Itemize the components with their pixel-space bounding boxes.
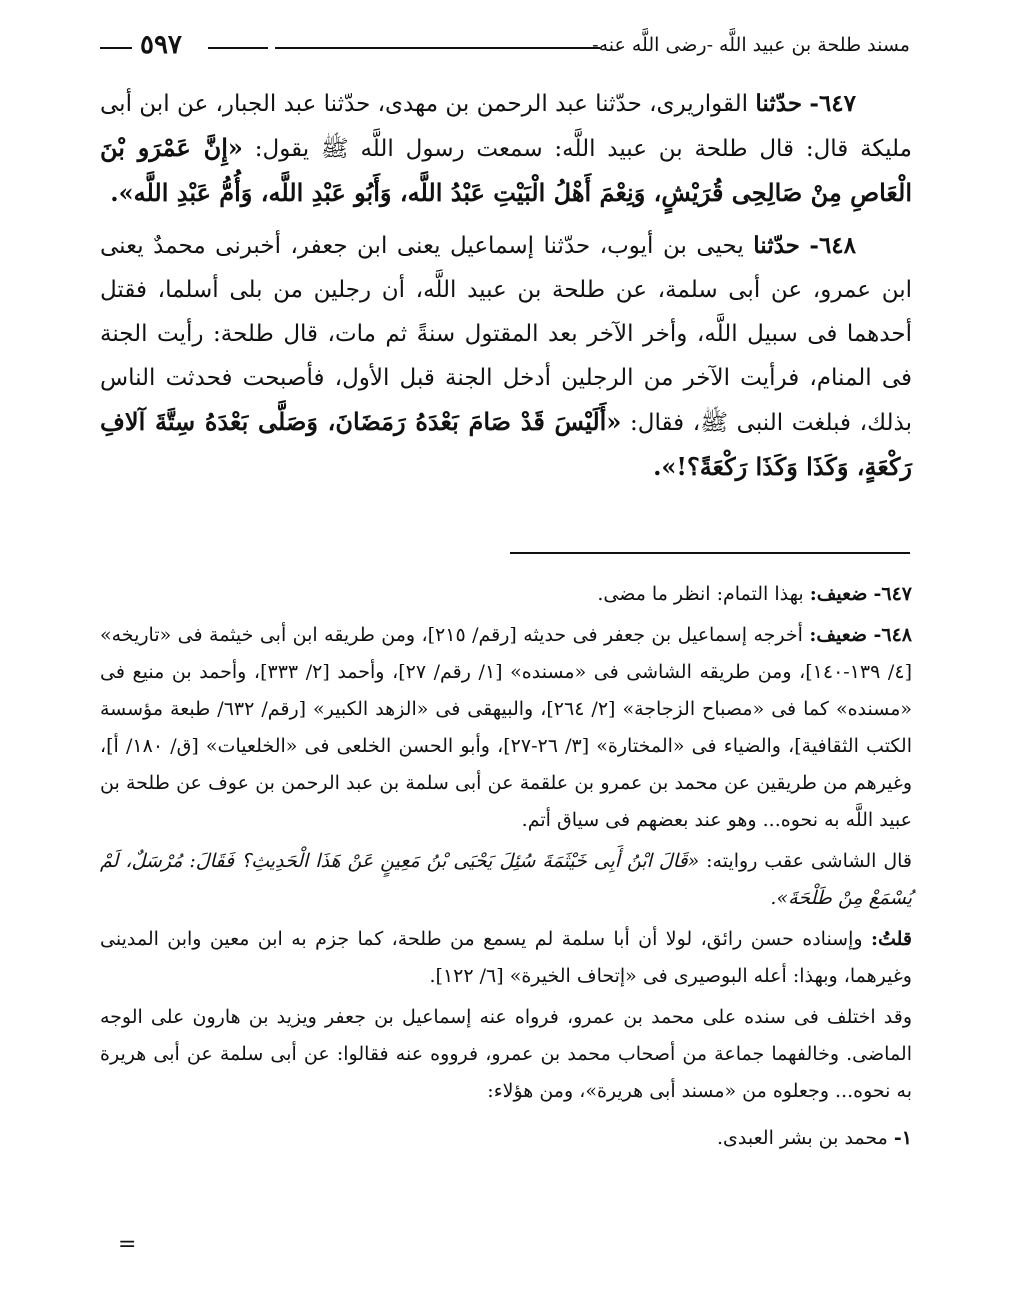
hadith-647 [100, 82, 912, 216]
qult-label: قلتُ: [870, 928, 912, 950]
ikhtilaf-text: وقد اختلف فى سنده على محمد بن عمرو، فرواه عنه إسماعيل بن جعفر ويزيد بن هارون على الوجه الماضى. وخالفهما جماعة من أصحاب محمد بن عمرو، فرووه عنه فقالوا: عن أبى سلمة عن أبى هريرة به نحوه... وجعلوه من «مسند أبى هريرة»، ومن هؤلاء: [100, 1006, 912, 1102]
footnote-ikhtilaf [100, 999, 912, 1110]
footnote-qult [100, 921, 912, 995]
narrator-list-item [100, 1120, 912, 1157]
hadith-prophetic-text: «أَلَيْسَ قَدْ صَامَ بَعْدَهُ رَمَضَانَ، وَصَلَّى بَعْدَهُ سِتَّةَ آلافِ رَكْعَةٍ، وَكَذَا وَكَذَا رَكْعَةً؟!». [100, 407, 912, 481]
hadith-prophetic-text: «إِنَّ عَمْرَو بْنَ الْعَاصِ مِنْ صَالِحِى قُرَيْشٍ، وَنِعْمَ أَهْلُ الْبَيْتِ عَبْدُ اللَّه، وَأَبُو عَبْدِ اللَّه، وَأُمُّ عَبْدِ اللَّه». [100, 133, 912, 207]
footnote-text: أخرجه إسماعيل بن جعفر فى حديثه [رقم/ ٢١٥]، ومن طريقه ابن أبى خيثمة فى «تاريخه» [٤/ ١٣٩-١٤٠]، ومن طريقه الشاشى فى «مسنده» [١/ رقم/ ٢٧]، وأحمد [٢/ ٣٣٣]، وأحمد بن منيع فى «مسنده» كما فى «مصباح الزجاجة» [٢/ ٢٦٤]، والبيهقى فى «الزهد الكبير» [رقم/ ٦٣٢/ طبعة مؤسسة الكتب الثقافية]، والضياء فى «المختارة» [٣/ ٢٦-٢٧]، وأبو الحسن الخلعى فى «الخلعيات» [ق/ ١٨٠/ أ]، وغيرهم من طريقين عن محمد بن عمرو بن علقمة عن أبى سلمة بن عبد الرحمن بن عوف عن طلحة بن عبيد اللَّه به نحوه... وهو عند بعضهم فى سياق أتم. [100, 624, 912, 831]
footnote-647 [100, 576, 912, 613]
footnote-grade: ضعيف: [809, 583, 868, 605]
footnote-shashi [100, 843, 912, 917]
hadith-text: القواريرى، حدّثنا عبد الرحمن بن مهدى، حدّثنا عبد الجبار، عن ابن أبى مليكة قال: قال طلحة بن عبيد اللَّه: سمعت رسول اللَّه ﷺ يقول: [100, 91, 912, 162]
footnote-648 [100, 617, 912, 839]
hadith-number: ٦٤٧- [809, 90, 857, 117]
header-title: مسند طلحة بن عبيد اللَّه -رضى اللَّه عنه- [592, 34, 910, 56]
footnote-number: ٦٤٧- [873, 583, 912, 605]
qult-text: وإسناده حسن رائق، لولا أن أبا سلمة لم يسمع من طلحة، كما جزم به ابن معين وابن المدينى وغيرهما، وبهذا: أعله البوصيرى فى «إتحاف الخيرة» [٦/ ١٢٢]. [100, 928, 912, 987]
footnote-number: ٦٤٨- [873, 624, 912, 646]
list-item-text: محمد بن بشر العبدى. [717, 1127, 888, 1149]
hadith-648 [100, 224, 912, 490]
hadith-lead: حدّثنا [755, 90, 803, 117]
continuation-mark: = [118, 1232, 137, 1257]
hadith-text: يحيى بن أيوب، حدّثنا إسماعيل يعنى ابن جعفر، أخبرنى محمدٌ يعنى ابن عمرو، عن أبى سلمة، عن طلحة بن عبيد اللَّه، أن رجلين من بلى أسلما، فقتل أحدهما فى سبيل اللَّه، وأخر الآخر بعد المقتول سنةً ثم مات، قال طلحة: رأيت الجنة فى المنام، فرأيت الآخر من الرجلين أدخل الجنة قبل الأول، فأصبحت فحدثت الناس بذلك، فبلغت النبى ﷺ، فقال: [100, 233, 912, 436]
header-rule [275, 47, 600, 49]
shashi-quote: «قَالَ ابْنُ أَبِى خَيْثَمَةَ سُئِلَ يَحْيَى بْنُ مَعِينٍ عَنْ هَذَا الْحَدِيثِ؟ فَقَالَ: مُرْسَلٌ، لَمْ يُسْمَعْ مِنْ طَلْحَةَ». [100, 850, 912, 909]
hadith-lead: حدّثنا [753, 232, 800, 259]
footnotes [100, 576, 912, 1161]
main-text [100, 82, 912, 498]
footnote-text: بهذا التمام: انظر ما مضى. [597, 583, 804, 605]
page-header [100, 30, 910, 64]
hadith-number: ٦٤٨- [809, 232, 857, 259]
footnote-divider [510, 552, 910, 554]
header-dash-mid [208, 47, 268, 49]
page-number: ٥٩٧ [140, 30, 182, 60]
shashi-lead: قال الشاشى عقب روايته: [706, 850, 912, 872]
header-dash-left [100, 47, 132, 49]
footnote-grade: ضعيف: [809, 624, 868, 646]
list-item-number: ١- [893, 1127, 912, 1149]
